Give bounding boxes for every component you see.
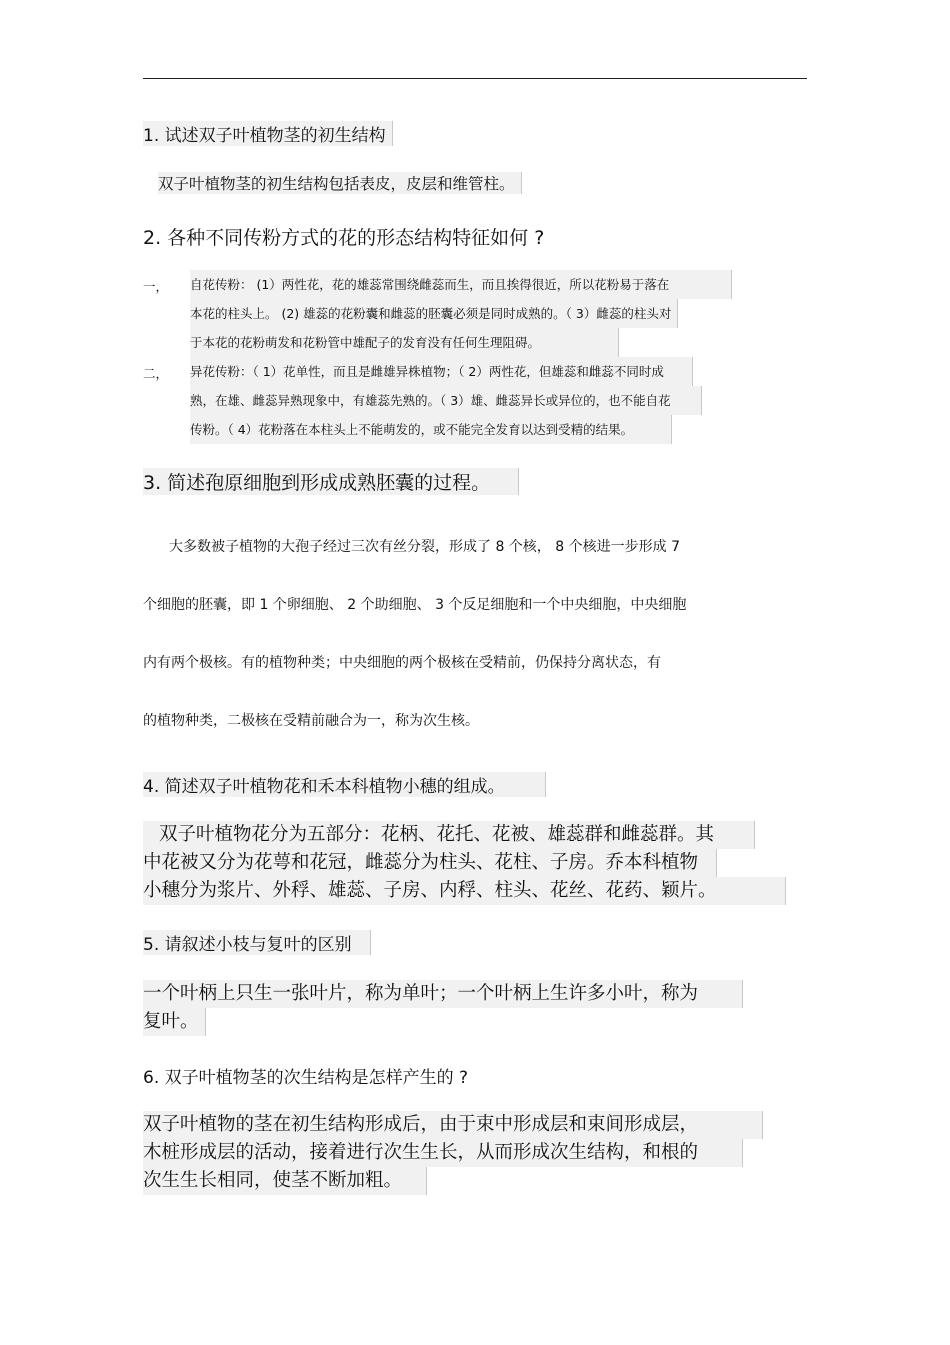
answer-5: 一个叶柄上只生一张叶片，称为单叶；一个叶柄上生许多小叶，称为 复叶。 xyxy=(143,980,743,1036)
header-rule xyxy=(143,78,807,79)
item-label-2: 二， xyxy=(143,366,169,381)
question-2-title: 2. 各种不同传粉方式的花的形态结构特征如何 ? xyxy=(143,227,545,249)
item-label-1: 一， xyxy=(143,279,169,294)
answer-6: 双子叶植物的茎在初生结构形成后，由于束中形成层和束间形成层， 木桩形成层的活动，接着进行次生生长，从而形成次生结构，和根的 次生生长相同，使茎不断加粗。 xyxy=(143,1111,763,1195)
answer-2-item-1: 自花传粉： (1）两性花，花的雄蕊常围绕雌蕊而生，而且挨得很近，所以花粉易于落在 本花的柱头上。 (2) 雄蕊的花粉囊和雌蕊的胚囊必须是同时成熟的。（ 3）雌蕊的柱头对 于本花的花粉萌发和花粉管中雄配子的发育没有任何生理阻碍。 xyxy=(190,270,732,357)
question-1-title: 1. 试述双子叶植物茎的初生结构 xyxy=(143,121,393,146)
answer-1: 双子叶植物茎的初生结构包括表皮，皮层和维管柱。 xyxy=(158,172,522,194)
answer-3: 大多数被子植物的大孢子经过三次有丝分裂，形成了 8 个核， 8 个核进一步形成 7 个细胞的胚囊，即 1 个卵细胞、 2 个助细胞、 3 个反足细胞和一个中央细胞，中央细胞 内有两个极核。有的植物种类；中央细胞的两个极核在受精前，仍保持分离状态，有 的植物种类，二极核在受精前融合为一，称为次生核。 xyxy=(143,539,687,729)
question-4-title: 4. 简述双子叶植物花和禾本科植物小穗的组成。 xyxy=(143,772,546,797)
question-5-title: 5. 请叙述小枝与复叶的区别 xyxy=(143,930,371,955)
question-3-title: 3. 简述孢原细胞到形成成熟胚囊的过程。 xyxy=(143,468,519,495)
answer-4: 双子叶植物花分为五部分：花柄、花托、花被、雄蕊群和雌蕊群。其 中花被又分为花萼和花冠，雌蕊分为柱头、花柱、子房。乔本科植物 小穗分为浆片、外稃、雄蕊、子房、内稃、柱头、花丝、花药、颖片。 xyxy=(143,821,786,905)
question-6-title: 6. 双子叶植物茎的次生结构是怎样产生的 ? xyxy=(143,1068,469,1088)
answer-2-item-2: 异花传粉：（ 1）花单性，而且是雌雄异株植物；（ 2）两性花，但雄蕊和雌蕊不同时成 熟，在雄、雌蕊异熟现象中，有雄蕊先熟的。（ 3）雄、雌蕊异长或异位的，也不能自花 传粉。（ 4）花粉落在本柱头上不能萌发的，或不能完全发育以达到受精的结果。 xyxy=(190,357,702,444)
